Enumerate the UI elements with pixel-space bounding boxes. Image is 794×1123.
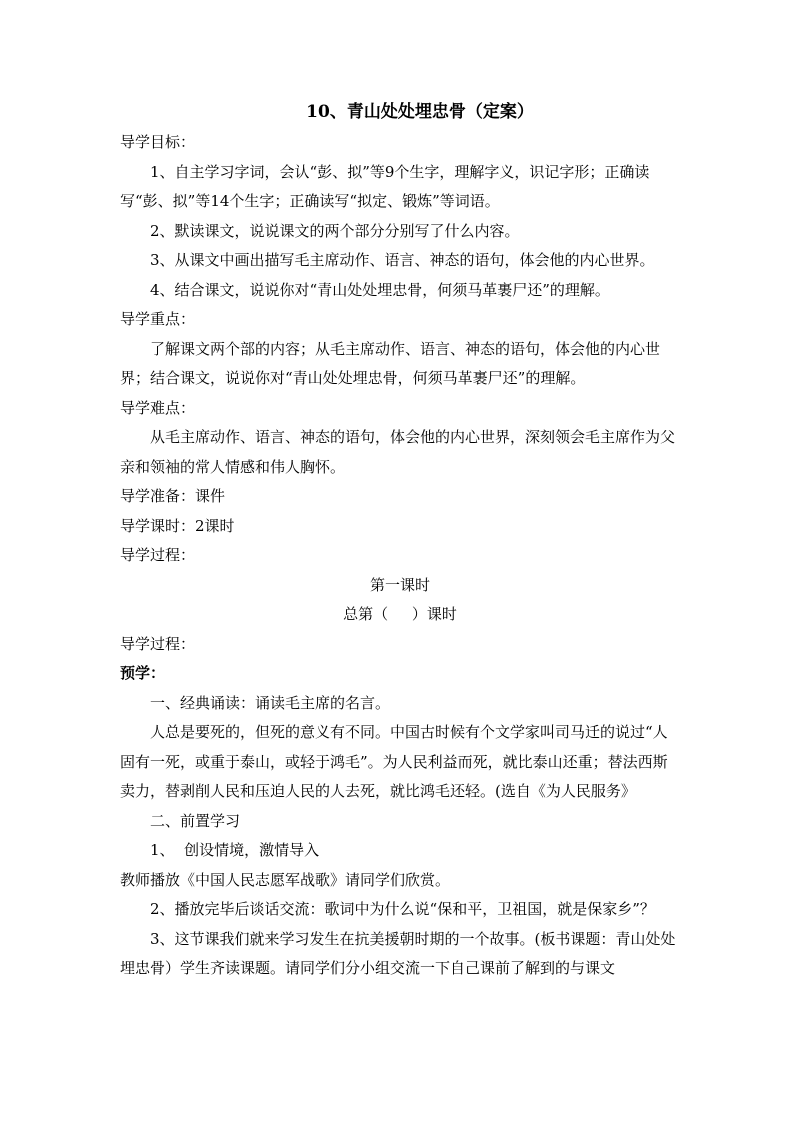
section1-text: 人总是要死的，但死的意义有不同。中国古时候有个文学家叫司马迁的说过“人固有一死，或重于泰山，或轻于鸿毛”。为人民利益而死，就比泰山还重；替法西斯卖力，替剥削人民和压迫人民的人去死，就比鸿毛还轻。(选自《为人民服务》 bbox=[120, 723, 668, 800]
section1-heading: 一、经典诵读：诵读毛主席的名言。 bbox=[150, 693, 391, 712]
objective-item-1: 1、自主学习字词，会认“彭、拟”等9个生字，理解字义，识记字形；正确读写“彭、拟”等14个生字；正确读写“拟定、锻炼”等词语。 bbox=[120, 162, 650, 210]
step2-text: 2、播放完毕后谈话交流：歌词中为什么说“保和平，卫祖国，就是保家乡”？ bbox=[150, 900, 655, 918]
process-heading-2: 导学过程： bbox=[120, 634, 196, 653]
total-lesson-label: 总第（ ）课时 bbox=[343, 605, 457, 623]
lesson-label: 第一课时 bbox=[369, 575, 430, 594]
keypoints-text: 了解课文两个部的内容；从毛主席动作、语言、神态的语句，体会他的内心世界；结合课文，说说你对“青山处处埋忠骨，何须马革裹尸还”的理解。 bbox=[120, 339, 661, 387]
section2-heading: 二、前置学习 bbox=[150, 811, 241, 830]
objective-item-3: 3、从课文中画出描写毛主席动作、语言、神态的语句，体会他的内心世界。 bbox=[150, 251, 655, 269]
preview-heading: 预学： bbox=[120, 664, 166, 682]
hours-line: 导学课时：2课时 bbox=[120, 516, 235, 535]
document-title: 10、青山处处埋忠骨（定案） bbox=[306, 102, 534, 122]
preparation-line: 导学准备：课件 bbox=[120, 487, 226, 505]
objective-item-4: 4、结合课文，说说你对“青山处处埋忠骨，何须马革裹尸还”的理解。 bbox=[150, 280, 610, 299]
step1-text: 教师播放《中国人民志愿军战歌》请同学们欣赏。 bbox=[120, 870, 451, 889]
keypoints-heading: 导学重点： bbox=[120, 310, 196, 328]
objective-item-2: 2、默读课文，说说课文的两个部分分别写了什么内容。 bbox=[150, 221, 520, 240]
step3-text: 3、这节课我们就来学习发生在抗美援朝时期的一个故事。(板书课题：青山处处埋忠骨）学生齐读课题。请同学们分小组交流一下自己课前了解到的与课文 bbox=[120, 929, 676, 977]
objectives-heading: 导学目标： bbox=[120, 133, 196, 151]
document-page bbox=[120, 96, 680, 984]
process-heading: 导学过程： bbox=[120, 546, 196, 564]
step1-heading: 1、 创设情境，激情导入 bbox=[150, 841, 320, 859]
difficulties-text: 从毛主席动作、语言、神态的语句，体会他的内心世界，深刻领会毛主席作为父亲和领袖的常人情感和伟人胸怀。 bbox=[120, 428, 676, 476]
difficulties-heading: 导学难点： bbox=[120, 398, 196, 417]
